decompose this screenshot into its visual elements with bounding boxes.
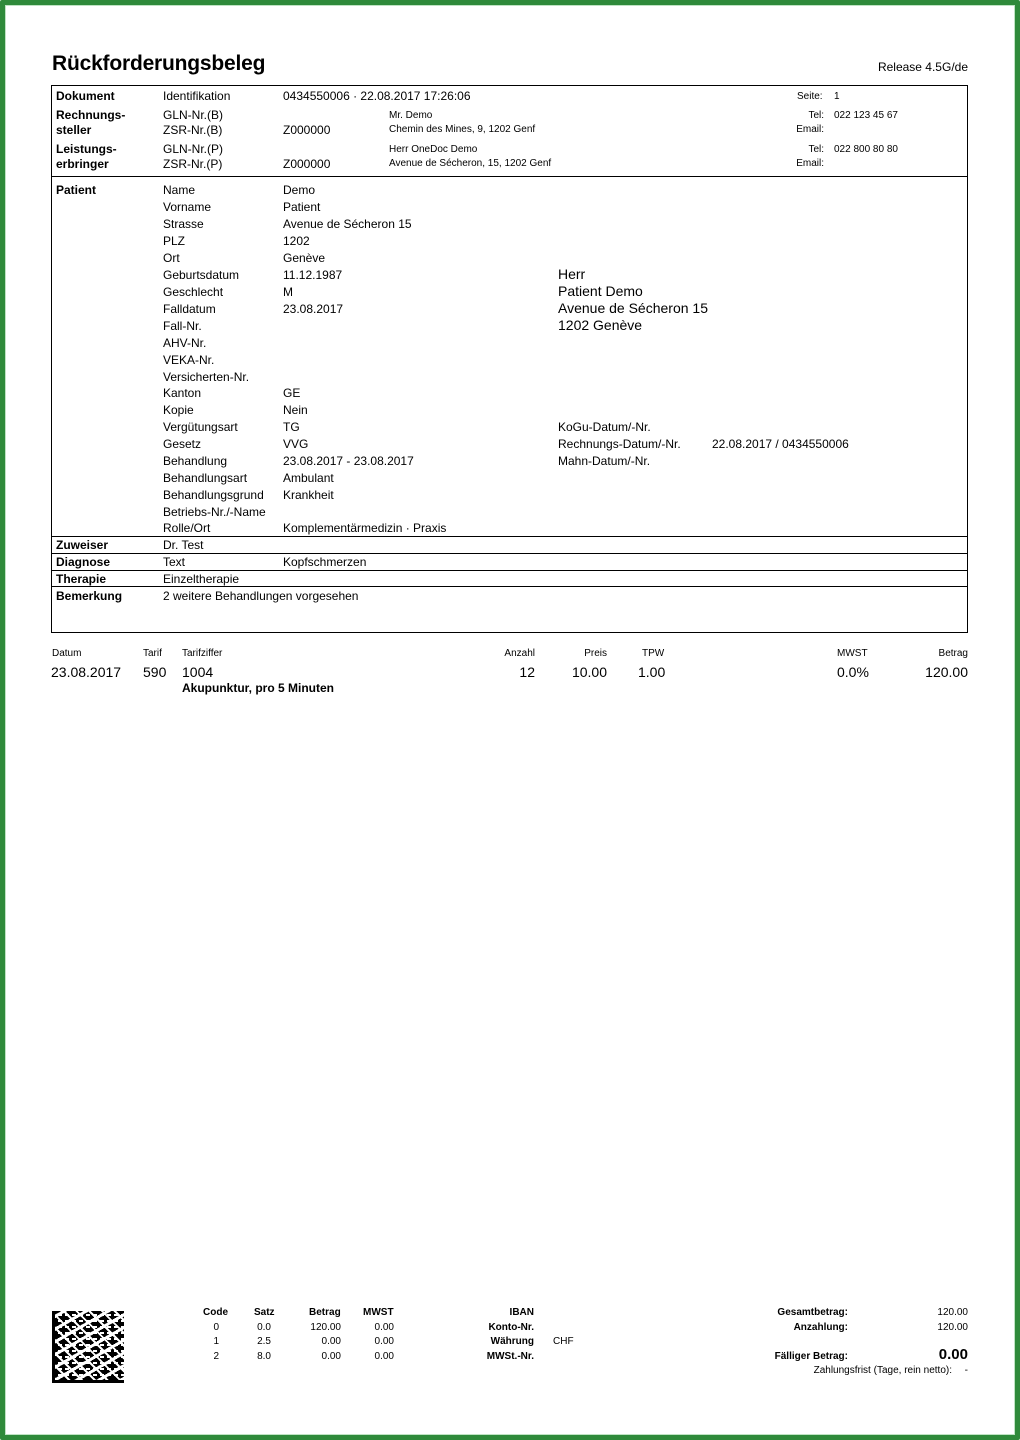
field-value-ort: Genève	[283, 251, 326, 265]
leistungserbringer-label-1: Leistungs-	[56, 142, 117, 156]
field-label-rolle-ort: Rolle/Ort	[163, 521, 211, 535]
identifikation-value: 0434550006 · 22.08.2017 17:26:06	[283, 89, 471, 103]
document-title: Rückforderungsbeleg	[52, 52, 266, 75]
field-label-verguetungsart: Vergütungsart	[163, 420, 238, 434]
gesamtbetrag-label: Gesamtbetrag:	[777, 1307, 848, 1318]
rechnungssteller-label-1: Rechnungs-	[56, 108, 126, 122]
rechnungssteller-gln-label: GLN-Nr.(B)	[163, 108, 223, 122]
rechnungssteller-name: Mr. Demo	[389, 110, 433, 121]
divider-diagnose	[51, 553, 968, 554]
rechnung-datum-label: Rechnungs-Datum/-Nr.	[558, 437, 681, 451]
vat-row-1-code: 1	[213, 1336, 219, 1347]
rechnung-datum-value: 22.08.2017 / 0434550006	[712, 437, 849, 451]
iban-label: IBAN	[509, 1307, 534, 1318]
field-label-ahv-nr: AHV-Nr.	[163, 336, 207, 350]
leistungserbringer-zsr-value: Z000000	[283, 157, 331, 171]
mahn-datum-label: Mahn-Datum/-Nr.	[558, 454, 651, 468]
diagnose-label: Diagnose	[56, 555, 111, 569]
vat-row-2-mwst: 0.00	[374, 1351, 394, 1362]
bemerkung-label: Bemerkung	[56, 589, 123, 603]
row-mwst: 0.0%	[837, 664, 869, 680]
field-label-vorname: Vorname	[163, 200, 212, 214]
field-value-geschlecht: M	[283, 285, 293, 299]
diagnose-type: Text	[163, 555, 186, 569]
field-label-versicherten-nr: Versicherten-Nr.	[163, 370, 250, 384]
rechnungssteller-tel-value: 022 123 45 67	[834, 110, 898, 121]
row-tarifziffer: 1004	[182, 664, 214, 680]
leistungserbringer-address: Avenue de Sécheron, 15, 1202 Genf	[389, 158, 552, 169]
field-value-behandlungsgrund: Krankheit	[283, 488, 334, 502]
col-header-betrag: Betrag	[938, 648, 968, 659]
row-preis: 10.00	[571, 664, 607, 680]
col-header-tarifziffer: Tarifziffer	[182, 648, 223, 659]
datamatrix-barcode	[52, 1311, 124, 1383]
faelliger-betrag-value: 0.00	[938, 1346, 968, 1363]
anzahlung-label: Anzahlung:	[793, 1322, 848, 1333]
field-value-gesetz: VVG	[283, 437, 309, 451]
vat-row-0-mwst: 0.00	[374, 1322, 394, 1333]
field-value-name: Demo	[283, 183, 316, 197]
vat-header-mwst: MWST	[363, 1307, 394, 1318]
divider-header	[51, 176, 968, 177]
vat-row-2-satz: 8.0	[257, 1351, 271, 1362]
field-value-verguetungsart: TG	[283, 420, 300, 434]
address-line-salutation: Herr	[558, 266, 586, 282]
field-label-betriebs-nr: Betriebs-Nr./-Name	[163, 505, 266, 519]
leistungserbringer-zsr-label: ZSR-Nr.(P)	[163, 157, 223, 171]
zahlungsfrist-label: Zahlungsfrist (Tage, rein netto):	[813, 1365, 952, 1376]
row-description: Akupunktur, pro 5 Minuten	[182, 681, 334, 695]
field-label-behandlung: Behandlung	[163, 454, 228, 468]
field-value-geburtsdatum: 11.12.1987	[283, 268, 343, 282]
seite-label: Seite:	[797, 91, 823, 102]
row-betrag: 120.00	[925, 664, 968, 680]
field-value-vorname: Patient	[283, 200, 321, 214]
vat-header-code: Code	[203, 1307, 228, 1318]
vat-row-1-satz: 2.5	[257, 1336, 271, 1347]
field-label-kopie: Kopie	[163, 403, 194, 417]
row-tpw: 1.00	[638, 664, 666, 680]
field-label-behandlungsgrund: Behandlungsgrund	[163, 488, 264, 502]
col-header-tarif: Tarif	[143, 648, 162, 659]
field-label-fall-nr: Fall-Nr.	[163, 319, 202, 333]
rechnungssteller-address: Chemin des Mines, 9, 1202 Genf	[389, 124, 536, 135]
zahlungsfrist-value: -	[964, 1365, 968, 1376]
col-header-tpw: TPW	[642, 648, 665, 659]
address-line-city: 1202 Genève	[558, 317, 643, 333]
identifikation-label: Identifikation	[163, 89, 231, 103]
col-header-mwst: MWST	[837, 648, 868, 659]
faelliger-betrag-label: Fälliger Betrag:	[774, 1351, 848, 1362]
field-label-strasse: Strasse	[163, 217, 204, 231]
field-label-ort: Ort	[163, 251, 180, 265]
patient-label: Patient	[56, 183, 97, 197]
bemerkung-value: 2 weitere Behandlungen vorgesehen	[163, 589, 359, 603]
field-label-geschlecht: Geschlecht	[163, 285, 224, 299]
field-label-veka-nr: VEKA-Nr.	[163, 353, 215, 367]
leistungserbringer-gln-label: GLN-Nr.(P)	[163, 142, 223, 156]
rechnungssteller-label-2: steller	[56, 123, 92, 137]
vat-header-satz: Satz	[254, 1307, 275, 1318]
field-value-kanton: GE	[283, 386, 301, 400]
field-label-geburtsdatum: Geburtsdatum	[163, 268, 240, 282]
vat-row-1-mwst: 0.00	[374, 1336, 394, 1347]
address-line-name: Patient Demo	[558, 283, 643, 299]
diagnose-value: Kopfschmerzen	[283, 555, 367, 569]
release-version: Release 4.5G/de	[877, 60, 968, 74]
waehrung-value: CHF	[553, 1336, 574, 1347]
divider-zuweiser	[51, 536, 968, 537]
field-value-rolle-ort: Komplementärmedizin · Praxis	[283, 521, 447, 535]
row-anzahl: 12	[519, 664, 535, 680]
field-value-behandlungsart: Ambulant	[283, 471, 334, 485]
zuweiser-value: Dr. Test	[163, 538, 204, 552]
rechnungssteller-zsr-label: ZSR-Nr.(B)	[163, 123, 223, 137]
therapie-value: Einzeltherapie	[163, 572, 240, 586]
address-line-street: Avenue de Sécheron 15	[558, 300, 708, 316]
row-tarif: 590	[143, 664, 167, 680]
col-header-datum: Datum	[52, 648, 82, 659]
col-header-preis: Preis	[584, 648, 607, 659]
leistungserbringer-tel-label: Tel:	[808, 144, 824, 155]
therapie-label: Therapie	[56, 572, 107, 586]
vat-row-2-code: 2	[213, 1351, 219, 1362]
kogu-label: KoGu-Datum/-Nr.	[558, 420, 651, 434]
vat-row-0-satz: 0.0	[257, 1322, 271, 1333]
leistungserbringer-label-2: erbringer	[56, 157, 109, 171]
vat-header-betrag: Betrag	[309, 1307, 341, 1318]
field-label-gesetz: Gesetz	[163, 437, 202, 451]
anzahlung-value: 120.00	[937, 1322, 968, 1333]
field-value-falldatum: 23.08.2017	[283, 302, 344, 316]
field-label-behandlungsart: Behandlungsart	[163, 471, 248, 485]
field-value-behandlung: 23.08.2017 - 23.08.2017	[283, 454, 414, 468]
rechnungssteller-zsr-value: Z000000	[283, 123, 331, 137]
vat-row-0-code: 0	[213, 1322, 219, 1333]
konto-nr-label: Konto-Nr.	[488, 1322, 534, 1333]
seite-value: 1	[834, 91, 840, 102]
dokument-label: Dokument	[56, 89, 115, 103]
rechnungssteller-email-label: Email:	[796, 124, 824, 135]
divider-therapie	[51, 570, 968, 571]
leistungserbringer-email-label: Email:	[796, 158, 824, 169]
gesamtbetrag-value: 120.00	[937, 1307, 968, 1318]
field-label-name: Name	[163, 183, 196, 197]
field-label-falldatum: Falldatum	[163, 302, 216, 316]
waehrung-label: Währung	[490, 1336, 534, 1347]
rechnungssteller-tel-label: Tel:	[808, 110, 824, 121]
vat-row-1-betrag: 0.00	[321, 1336, 341, 1347]
vat-row-0-betrag: 120.00	[310, 1322, 341, 1333]
divider-bemerkung	[51, 586, 968, 587]
leistungserbringer-tel-value: 022 800 80 80	[834, 144, 898, 155]
field-label-kanton: Kanton	[163, 386, 202, 400]
vat-row-2-betrag: 0.00	[321, 1351, 341, 1362]
zuweiser-label: Zuweiser	[56, 538, 109, 552]
row-datum: 23.08.2017	[51, 664, 122, 680]
field-value-strasse: Avenue de Sécheron 15	[283, 217, 412, 231]
field-label-plz: PLZ	[163, 234, 186, 248]
mwst-nr-label: MWSt.-Nr.	[486, 1351, 534, 1362]
leistungserbringer-name: Herr OneDoc Demo	[389, 144, 478, 155]
col-header-anzahl: Anzahl	[504, 648, 535, 659]
field-value-plz: 1202	[283, 234, 310, 248]
field-value-kopie: Nein	[283, 403, 308, 417]
